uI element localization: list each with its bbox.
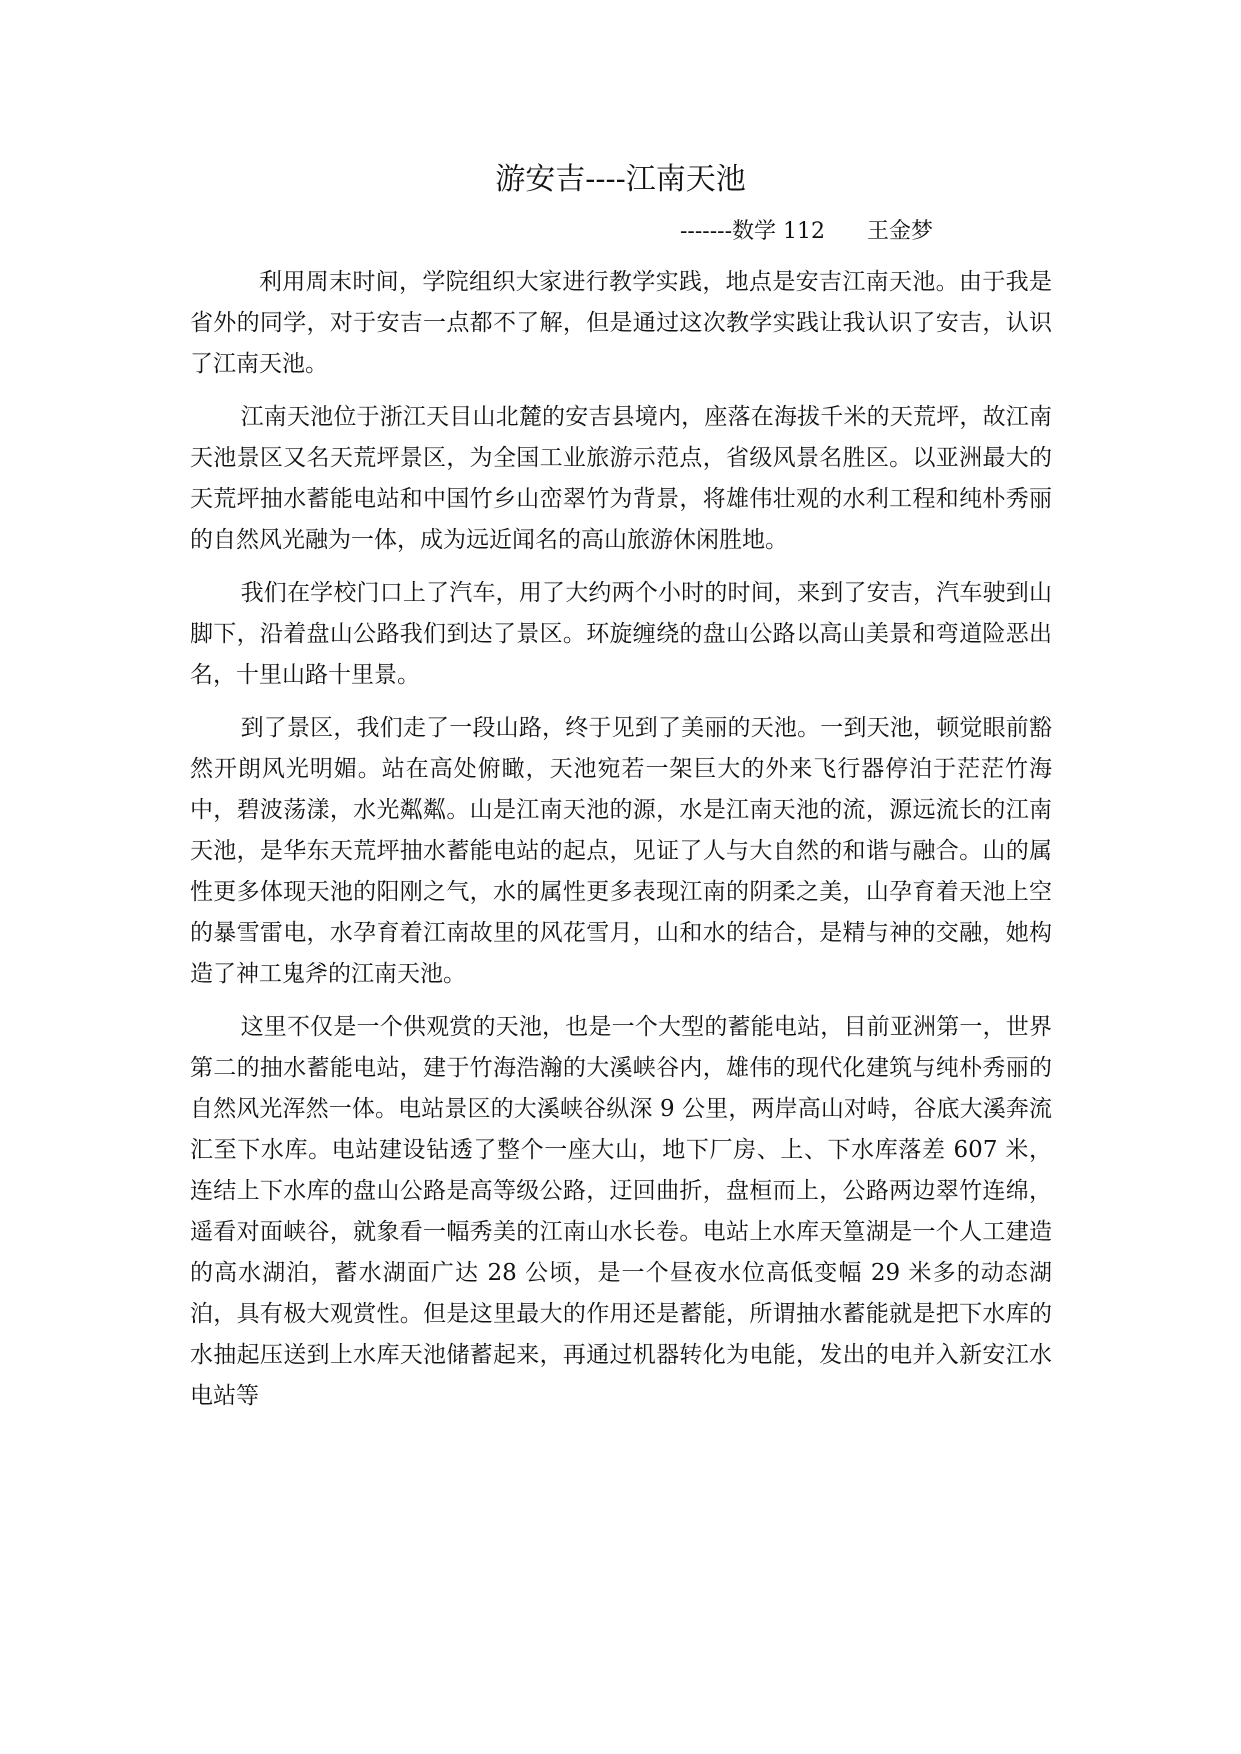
paragraph: 这里不仅是一个供观赏的天池，也是一个大型的蓄能电站，目前亚洲第一，世界第二的抽水蓄能电站，建于竹海浩瀚的大溪峡谷内，雄伟的现代化建筑与纯朴秀丽的自然风光浑然一体。电站景区的大溪峡谷纵深 9 公里，两岸高山对峙，谷底大溪奔流汇至下水库。电站建设钻透了整个一座大山，地下厂房、上、下水库落差 607 米，连结上下水库的盘山公路是高等级公路，迂回曲折，盘桓而上，公路两边翠竹连绵，遥看对面峡谷，就象看一幅秀美的江南山水长卷。电站上水库天篁湖是一个人工建造的高水湖泊，蓄水湖面广达 28 公顷，是一个昼夜水位高低变幅 29 米多的动态湖泊，具有极大观赏性。但是这里最大的作用还是蓄能，所谓抽水蓄能就是把下水库的水抽起压送到上水库天池储蓄起来，再通过机器转化为电能，发出的电并入新安江水电站等 [190,1014,1052,1409]
document-body [190,262,1052,1429]
paragraph: 我们在学校门口上了汽车，用了大约两个小时的时间，来到了安吉，汽车驶到山脚下，沿着盘山公路我们到达了景区。环旋缠绕的盘山公路以高山美景和弯道险恶出名，十里山路十里景。 [190,580,1052,688]
paragraph: 利用周末时间，学院组织大家进行教学实践，地点是安吉江南天池。由于我是省外的同学，对于安吉一点都不了解，但是通过这次教学实践让我认识了安吉，认识了江南天池。 [190,269,1052,377]
paragraph: 到了景区，我们走了一段山路，终于见到了美丽的天池。一到天池，顿觉眼前豁然开朗风光明媚。站在高处俯瞰，天池宛若一架巨大的外来飞行器停泊于茫茫竹海中，碧波荡漾，水光粼粼。山是江南天池的源，水是江南天池的流，源远流长的江南天池，是华东天荒坪抽水蓄能电站的起点，见证了人与大自然的和谐与融合。山的属性更多体现天池的阳刚之气，水的属性更多表现江南的阴柔之美，山孕育着天池上空的暴雪雷电，水孕育着江南故里的风花雪月，山和水的结合，是精与神的交融，她构造了神工鬼斧的江南天池。 [190,715,1052,987]
paragraph: 江南天池位于浙江天目山北麓的安吉县境内，座落在海拔千米的天荒坪，故江南天池景区又名天荒坪景区，为全国工业旅游示范点，省级风景名胜区。以亚洲最大的天荒坪抽水蓄能电站和中国竹乡山峦翠竹为背景，将雄伟壮观的水利工程和纯朴秀丽的自然风光融为一体，成为远近闻名的高山旅游休闲胜地。 [190,404,1052,553]
document-title: 游安吉----江南天池 [495,162,746,197]
author-line: -------数学 112 王金梦 [680,219,933,244]
